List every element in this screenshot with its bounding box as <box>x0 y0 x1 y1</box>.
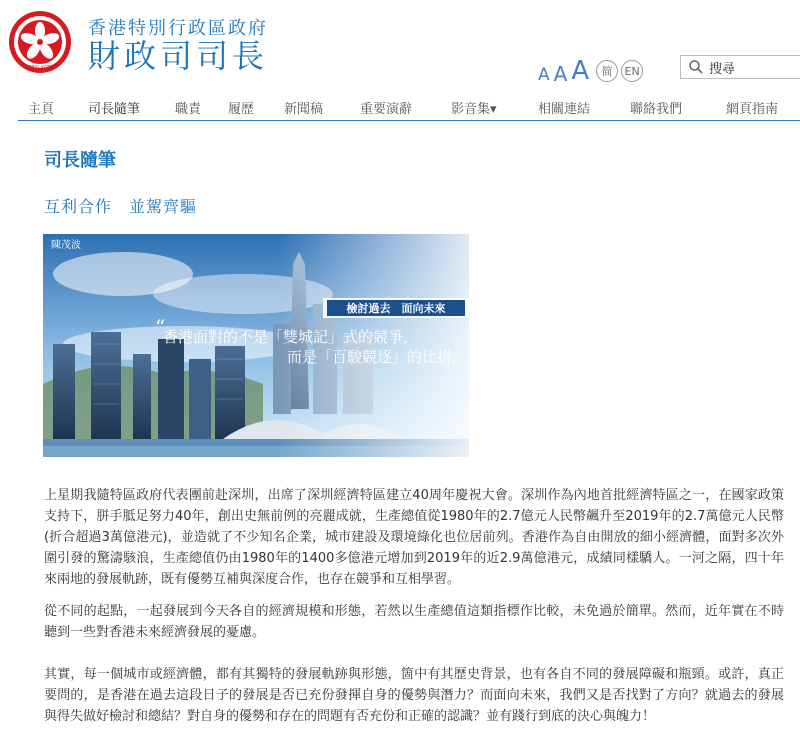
hksar-emblem-icon[interactable] <box>8 10 72 74</box>
article-paragraph: 從不同的起點，一起發展到今天各自的經濟規模和形態，若然以生產總值這類指標作比較，未免過於簡單。然而，近年實在不時聽到一些對香港未來經濟發展的憂慮。 <box>44 604 784 640</box>
nav-item-contact-us[interactable]: 聯絡我們 <box>630 102 683 117</box>
nav-item-fs-blog[interactable]: 司長隨筆 <box>88 102 141 117</box>
nav-item-media-gallery[interactable]: 影音集▾ <box>451 102 497 117</box>
nav-item-press-releases[interactable]: 新聞稿 <box>284 102 324 117</box>
search-box[interactable] <box>680 55 800 79</box>
article-paragraph: 其實，每一個城市或經濟體，都有其獨特的發展軌跡與形態，箇中有其歷史背景，也有各自不同的發展障礙和瓶頸。或許，真正要問的，是香港在過去這段日子的發展是否已充份發揮自身的優勢與潛力？而面向未來，我們又是否找對了方向？就過去的發展與得失做好檢討和總結？對自身的優勢和存在的問題有否充份和正確的認識？並有踐行到底的決心與魄力！ <box>44 667 784 724</box>
article-title: 互利合作 並駕齊驅 <box>44 197 198 216</box>
font-size-small-button[interactable]: A <box>538 65 550 85</box>
nav-item-home[interactable]: 主頁 <box>28 102 55 117</box>
nav-item-responsibilities[interactable]: 職責 <box>175 102 202 117</box>
article-banner <box>43 234 469 457</box>
search-label: 搜尋 <box>709 61 736 77</box>
font-size-medium-button[interactable]: A <box>553 62 568 86</box>
article-paragraph: 上星期我隨特區政府代表團前赴深圳，出席了深圳經濟特區建立40周年慶祝大會。深圳作為內地首批經濟特區之一，在國家政策支持下，胼手胝足努力40年，創出史無前例的亮麗成就，生產總值從1980年的2.7億元人民幣飆升至2019年的2.7萬億元人民幣(折合超過3萬億港元)，並造就了不少知名企業，城市建設及環境綠化也位居前列。香港作為自由開放的細小經濟體，面對多次外圍引發的驚濤駭浪，生產總值仍由1980年的1400多億港元增加到2019年的近2.9萬億港元，成績同樣驕人。一河之隔，四十年來兩地的發展軌跡，既有優勢互補與深度合作，也存在競爭和互相學習。 <box>44 488 784 587</box>
font-size-large-button[interactable]: A <box>571 56 590 86</box>
org-name: 香港特別行政區政府 <box>88 18 268 39</box>
office-name[interactable]: 財政司司長 <box>88 37 269 75</box>
nav-item-site-guide[interactable]: 網頁指南 <box>726 102 779 117</box>
english-button[interactable]: EN <box>621 60 643 82</box>
banner-quote-line1: 香港面對的不是「雙城記」式的競爭， <box>163 328 419 346</box>
search-icon <box>689 60 703 74</box>
svg-text:“: “ <box>155 315 166 339</box>
simplified-chinese-button[interactable]: 简 <box>596 60 618 82</box>
main-nav <box>18 92 800 121</box>
banner-tag: 檢討過去 面向未來 <box>346 302 446 315</box>
svg-text:HONG KONG: HONG KONG <box>24 65 56 71</box>
skyline-image <box>43 234 469 457</box>
signature-text: 陳茂波 <box>51 240 81 251</box>
nav-item-biography[interactable]: 履歷 <box>228 102 255 117</box>
nav-item-related-links[interactable]: 相關連結 <box>538 102 591 117</box>
site-header <box>0 0 800 90</box>
section-title: 司長隨筆 <box>44 150 116 171</box>
banner-quote-line2: 而是「百駿競逐」的比拼。 <box>286 348 467 366</box>
header-tools <box>538 56 643 84</box>
nav-item-speeches[interactable]: 重要演辭 <box>360 102 413 117</box>
